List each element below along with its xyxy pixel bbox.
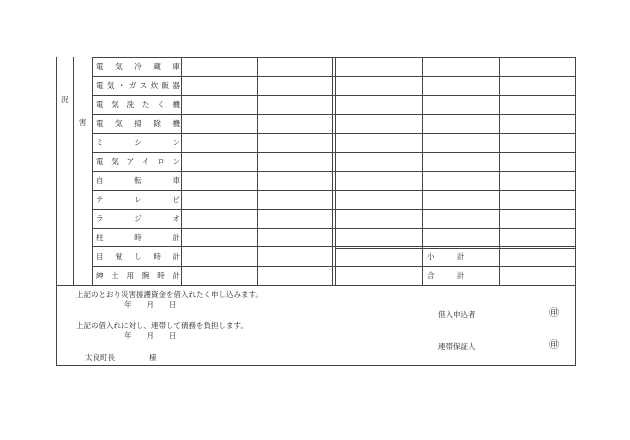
- applicant-label: 借入申込者: [438, 310, 476, 319]
- item-label-char: ス: [139, 81, 148, 90]
- item-row-sewing-machine: [96, 138, 180, 148]
- item-label-char: 電: [96, 81, 104, 90]
- item-row-bicycle: [96, 176, 180, 186]
- item-label-char: 用: [126, 271, 135, 280]
- item-label-char: く: [157, 100, 165, 109]
- item-label-char: ビ: [172, 195, 180, 204]
- item-label: [96, 233, 180, 243]
- item-label-char: イ: [141, 157, 150, 166]
- item-label-char: ア: [126, 157, 135, 166]
- item-label-char: 飯: [161, 81, 170, 90]
- item-label-char: ン: [172, 138, 180, 147]
- item-label-char: 計: [172, 233, 180, 242]
- item-label-char: 士: [111, 271, 119, 280]
- addressee-honorific: 様: [149, 353, 157, 362]
- item-label-char: 計: [172, 271, 180, 280]
- item-label: [96, 214, 180, 224]
- item-label-char: 炊: [150, 81, 159, 90]
- item-label-char: ・: [117, 81, 126, 90]
- item-label-char: ミ: [96, 138, 104, 147]
- item-label-char: 気: [115, 119, 123, 128]
- item-label-char: 覚: [115, 252, 123, 261]
- item-label-char: 気: [111, 157, 119, 166]
- item-label-char: 気: [106, 81, 115, 90]
- item-label-char: 車: [172, 176, 180, 185]
- item-row-alarm-clock: [96, 252, 180, 262]
- item-row-iron: [96, 157, 180, 167]
- item-label-char: 機: [172, 100, 180, 109]
- item-row-washing-machine: [96, 100, 180, 110]
- item-label-char: 転: [134, 176, 142, 185]
- item-label-char: 紳: [96, 271, 104, 280]
- item-label-char: 目: [96, 252, 104, 261]
- item-label-char: 時: [134, 233, 142, 242]
- guarantee-statement: 上記の借入れに対し、連帯して債務を負担します。: [76, 321, 248, 330]
- addressee-mayor: 太良町長: [85, 353, 115, 362]
- item-row-wall-clock: [96, 233, 180, 243]
- item-row-radio: [96, 214, 180, 224]
- item-label-char: た: [141, 100, 150, 109]
- item-row-television: [96, 195, 180, 205]
- item-row-rice-cooker: [96, 81, 180, 91]
- item-label-char: 気: [115, 62, 123, 71]
- item-label-char: し: [134, 252, 142, 261]
- item-row-vacuum: [96, 119, 180, 129]
- item-label-char: シ: [134, 138, 142, 147]
- guarantor-label: 連帯保証人: [438, 342, 476, 351]
- item-label-char: テ: [96, 195, 104, 204]
- item-label-char: 庫: [172, 62, 180, 71]
- item-label: [96, 157, 180, 167]
- item-label: [96, 195, 180, 205]
- item-label-char: 柱: [96, 233, 104, 242]
- item-label-char: 蔵: [153, 62, 161, 71]
- item-label-char: 洗: [126, 100, 135, 109]
- seal-icon-applicant: ㊞: [549, 308, 559, 319]
- item-label-char: 電: [96, 100, 104, 109]
- situation-label: 況: [61, 95, 69, 104]
- item-label: [96, 252, 180, 262]
- item-label-char: ロ: [157, 157, 165, 166]
- item-label-char: 掃: [134, 119, 142, 128]
- item-label-char: 冷: [134, 62, 142, 71]
- item-label-char: 気: [111, 100, 119, 109]
- item-label-char: 器: [172, 81, 180, 90]
- item-label-char: ン: [172, 157, 180, 166]
- item-label: [96, 81, 180, 91]
- item-label-char: 時: [157, 271, 165, 280]
- item-label-char: 機: [172, 119, 180, 128]
- item-label-char: 電: [96, 119, 104, 128]
- item-label-char: 腕: [141, 271, 150, 280]
- item-row-wristwatch: [96, 271, 180, 281]
- item-label-char: オ: [172, 214, 180, 223]
- damage-label: 害: [79, 118, 87, 127]
- item-label: [96, 119, 180, 129]
- item-label: [96, 62, 180, 72]
- item-label-char: 自: [96, 176, 104, 185]
- item-label-char: ガ: [128, 81, 137, 90]
- subtotal-label: 小 計: [427, 252, 465, 261]
- item-label-char: 除: [153, 119, 161, 128]
- item-label: [96, 176, 180, 186]
- item-row-refrigerator: [96, 62, 180, 72]
- item-label: [96, 138, 180, 148]
- item-label: [96, 271, 180, 281]
- item-label-char: 時: [153, 252, 161, 261]
- item-label-char: レ: [134, 195, 142, 204]
- application-statement: 上記のとおり災害援護資金を借入れたく申し込みます。: [76, 290, 263, 299]
- item-label: [96, 100, 180, 110]
- item-label-char: ジ: [134, 214, 142, 223]
- seal-icon-guarantor: ㊞: [549, 340, 559, 351]
- item-label-char: 電: [96, 157, 104, 166]
- total-label: 合 計: [427, 271, 465, 280]
- item-label-char: 電: [96, 62, 104, 71]
- item-label-char: 計: [172, 252, 180, 261]
- item-label-char: ラ: [96, 214, 104, 223]
- guarantee-date: 年 月 日: [124, 331, 177, 340]
- application-date: 年 月 日: [124, 300, 177, 309]
